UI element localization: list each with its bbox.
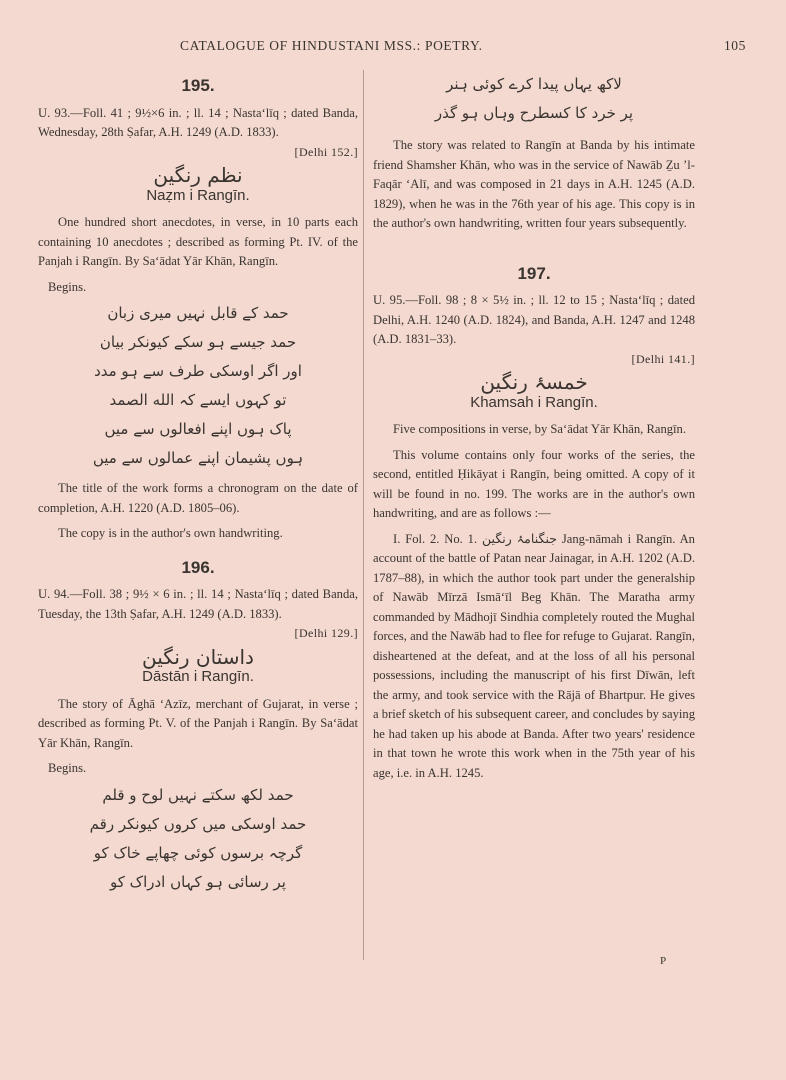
left-column [38,70,358,897]
verse-line: گرچہ برسوں کوئی چھاپے خاک کو [93,843,303,862]
entry-197-p3: I. Fol. 2. No. 1. جنگنامۂ رنگین Jang-nāmah i Rangīn. An account of the battle of Patan near Jainagar, in A.H. 1202 (A.D. 1787–88), in which the author took part under the generalship of Nawāb Mīrzā Ismā‘īl Beg Khān. The Maratha army commanded by Mādhojī Sindhia completely routed the Mughal forces, and the Nawāb had to flee for refuge to Gujarat. Rangīn, disheartened at the defeat, and at the loss of all his personal possessions, including the manuscript of his first Dīwān, left the army, and took service with the Rājā of Bhartpur. He gives a brief sketch of his subsequent career, and concludes by saying he had taken up his abode at Banda. After two years' residence in that town he wrote this work when in the 75th year of his age, i.e. in A.H. 1245. [373,531,695,780]
verse-line: تو کہوں ایسے کہ الله الصمد [109,391,287,409]
right-column [373,70,695,789]
entry-196-ref: [Delhi 129.] [294,626,358,640]
entry-196-number: 196. [181,557,215,577]
entry-195-title: Naẓm i Rangīn. [146,186,250,204]
entry-196-begins: Begins. [48,761,87,775]
column-divider [363,70,364,960]
signature-mark: P [660,955,667,967]
entry-195-begins: Begins. [48,279,87,294]
entry-197-urdu-title: خمسۂ رنگین [480,370,588,394]
verse-line: پر رسائی ہو کہاں ادراک کو [110,872,286,891]
entry-195-note1: The title of the work forms a chronogram on the date of completion, A.H. 1220 (A.D. 1805–06). [38,481,358,515]
header-title: CATALOGUE OF HINDUSTANI MSS.: POETRY. [180,38,483,53]
entry-195-meta: U. 93.—Foll. 41 ; 9½×6 in. ; ll. 14 ; Nasta‘līq ; dated Banda, Wednesday, 28th Ṣafar, A.H. 1249 (A.D. 1833). [38,105,358,139]
verse-line: حمد لکھ سکتے نہیں لوح و قلم [102,785,294,804]
verse-line: پاک ہوں اپنے افعالوں سے میں [104,420,292,438]
verse-line: حمد جیسے ہو سکے کیونکر بیان [99,333,297,351]
entry-197-meta: U. 95.—Foll. 98 ; 8 × 5½ in. ; ll. 12 to 15 ; Nasta‘līq ; dated Delhi, A.H. 1240 (A.D. 1824), and Banda, A.H. 1247 and 1248 (A.D. 1831–33). [373,293,695,346]
entry-196-urdu-title: داستان رنگین [142,644,254,669]
entry-197-ref: [Delhi 141.] [631,351,695,366]
entry-196-title: Dāstān i Rangīn. [142,668,254,685]
verse-line: ہوں پشیمان اپنے عمالوں سے میں [92,449,304,467]
entry-195-description: One hundred short anecdotes, in verse, in 10 parts each containing 10 anecdotes ; described as forming Pt. IV. of the Panjah i Rangīn. By Sa‘ādat Yār Khān, Rangīn. [38,215,358,268]
entry-196-meta: U. 94.—Foll. 38 ; 9½ × 6 in. ; ll. 14 ; Nasta‘līq ; dated Banda, Tuesday, the 13th Ṣafar, A.H. 1249 (A.D. 1833). [38,587,358,621]
page-number: 105 [723,38,746,53]
entry-195-note2: The copy is in the author's own handwriting. [58,526,283,540]
verse-line: لاکھ یہاں پیدا کرے کوئی ہنر [446,75,622,93]
verse-line: حمد کے قابل نہیں میری زبان [107,304,289,322]
verse-line: اور اگر اوسکی طرف سے ہو مدد [94,362,302,380]
entry-196-description: The story of Āghā ‘Azīz, merchant of Gujarat, in verse ; described as forming Pt. V. of the Panjah i Rangīn. By Sa‘ādat Yār Khān, Rangīn. [38,696,358,750]
verse-line: حمد اوسکی میں کروں کیونکر رقم [89,814,307,833]
entry-196-story: The story was related to Rangīn at Banda by his intimate friend Shamsher Khān, who was in the service of Nawāb Ẕu ’l-Faqār ‘Alī, and was composed in 21 days in A.H. 1245 (A.D. 1829), when he was in the 76th year of his age. This copy is in the author's own handwriting, written four years subsequently. [373,138,695,230]
entry-197-p2: This volume contains only four works of the series, the second, entitled Ḥikāyat i Rangīn, being omitted. A copy of it will be found in no. 199. The works are in the author's own handwriting, and are as follows :— [373,447,695,520]
running-header [40,38,746,58]
verse-line: پر خرد کا کسطرح وہاں ہو گذر [434,104,634,122]
entry-195-ref: [Delhi 152.] [294,144,358,159]
entry-197-title: Khamsah i Rangīn. [470,393,598,411]
entry-195-urdu-title: نظم رنگین [153,163,243,187]
entry-197-number: 197. [517,263,551,283]
entry-195-number: 195. [181,76,215,95]
entry-197-p1: Five compositions in verse, by Sa‘ādat Yār Khān, Rangīn. [393,422,686,436]
